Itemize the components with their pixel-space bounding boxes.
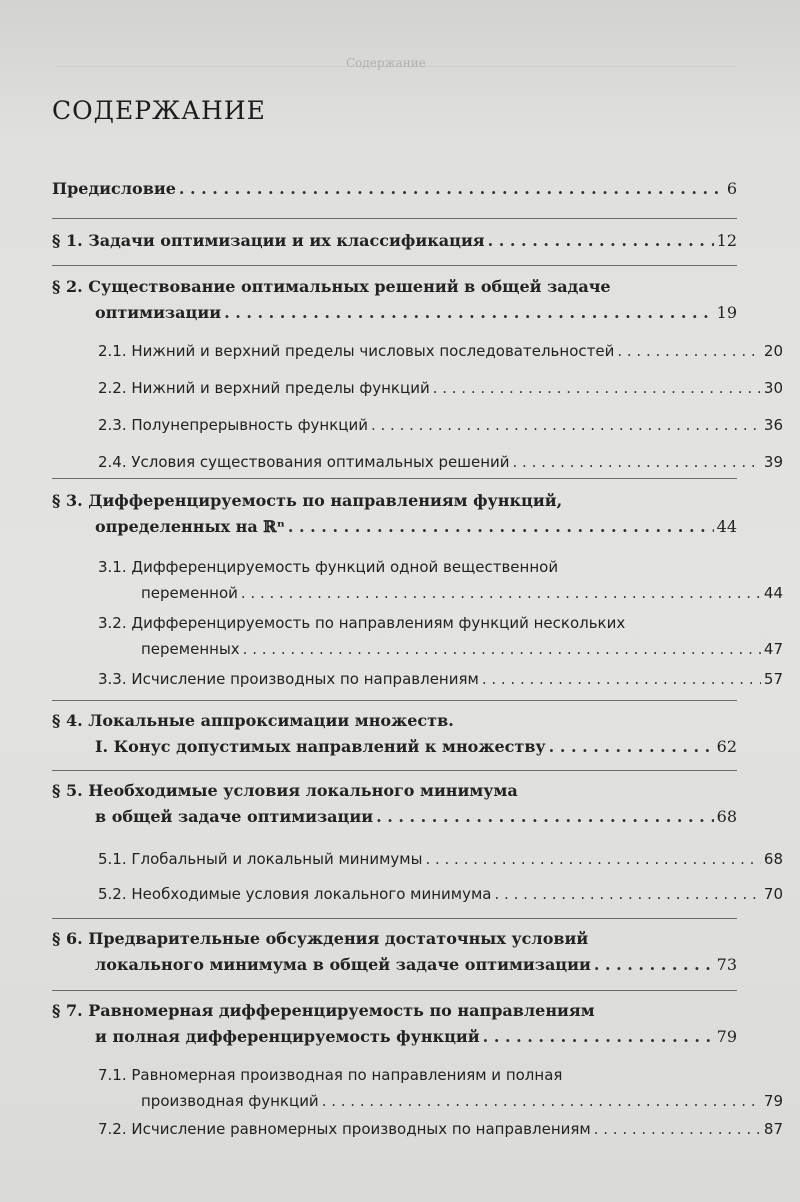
toc-page-number: 57 [763,670,783,688]
toc-entry-label-line2: и полная дифференцируемость функций [95,1027,480,1046]
leader-dots [376,804,714,830]
leader-dots [594,952,714,978]
toc-entry-section-1[interactable] [52,228,737,254]
toc-entry-label: 2.3. Полунепрерывность функций [98,416,368,434]
leader-dots [243,636,761,662]
section-divider [52,700,737,701]
toc-entry-label: Предисловие [52,179,176,198]
toc-entry-section-3[interactable] [52,488,737,540]
toc-page-number: 44 [763,584,783,602]
leader-dots [495,881,761,907]
toc-page-number: 73 [716,955,737,974]
running-head [56,52,736,70]
toc-entry-label-line2: в общей задаче оптимизации [95,807,374,826]
toc-subentry[interactable] [98,449,783,475]
toc-entry-label-line2: производная функций [141,1092,319,1110]
toc-entry-label: § 1. Задачи оптимизации и их классификация [52,231,485,250]
leader-dots [433,375,761,401]
toc-page-number: 79 [763,1092,783,1110]
toc-entry-label: 5.2. Необходимые условия локального минимума [98,885,492,903]
running-head-text: Содержание [346,56,426,70]
toc-entry-label-line2: переменных [141,640,240,658]
toc-entry-label: 7.2. Исчисление равномерных производных по направлениям [98,1120,591,1138]
toc-page-number: 6 [726,179,737,198]
leader-dots [288,514,714,540]
toc-entry-label-line2: оптимизации [95,303,222,322]
toc-entry-label-line1: § 7. Равномерная дифференцируемость по направлениям [52,1001,595,1020]
leader-dots [513,449,761,475]
toc-subentry[interactable] [98,554,783,606]
toc-subentry[interactable] [98,1116,783,1142]
toc-entry-label-line1: § 3. Дифференцируемость по направлениям функций, [52,491,563,510]
toc-page-number: 87 [763,1120,783,1138]
leader-dots [322,1088,761,1114]
leader-dots [594,1116,761,1142]
toc-page-number: 12 [716,231,737,250]
toc-page-number: 44 [716,517,737,536]
toc-page-number: 19 [716,303,737,322]
toc-entry-section-4[interactable] [52,708,737,760]
leader-dots [371,412,761,438]
page-title: СОДЕРЖАНИЕ [52,96,266,125]
leader-dots [617,338,761,364]
toc-entry-label: 5.1. Глобальный и локальный минимумы [98,850,423,868]
toc-entry-preface[interactable] [52,176,737,202]
toc-page-number: 68 [716,807,737,826]
leader-dots [488,228,714,254]
section-divider [52,918,737,919]
leader-dots [483,1024,714,1050]
toc-page-number: 79 [716,1027,737,1046]
leader-dots [224,300,714,326]
toc-entry-label-line1: 7.1. Равномерная производная по направлениям и полная [98,1066,563,1084]
toc-entry-label-line1: 3.2. Дифференцируемость по направлениям функций нескольких [98,614,626,632]
toc-entry-label-line2: I. Конус допустимых направлений к множеству [95,737,546,756]
toc-page-number: 70 [763,885,783,903]
toc-page-number: 20 [763,342,783,360]
section-5-subentries [52,846,783,907]
toc-entry-label-line1: § 4. Локальные аппроксимации множеств. [52,711,454,730]
leader-dots [549,734,714,760]
section-divider [52,770,737,771]
toc-entry-label: 3.3. Исчисление производных по направлениям [98,670,479,688]
toc-subentry[interactable] [98,1062,783,1114]
leader-dots [179,176,724,202]
section-3-subentries [52,554,783,692]
toc-page-number: 39 [763,453,783,471]
toc-entry-section-6[interactable] [52,926,737,978]
toc-entry-section-5[interactable] [52,778,737,830]
toc-subentry[interactable] [98,846,783,872]
toc-subentry[interactable] [98,610,783,662]
section-divider [52,218,737,219]
toc-entry-label: 2.1. Нижний и верхний пределы числовых последовательностей [98,342,615,360]
leader-dots [482,666,761,692]
toc-entry-label-line2: определенных на ℝⁿ [95,517,285,536]
toc-entry-section-2[interactable] [52,274,737,326]
toc-page-number: 68 [763,850,783,868]
leader-dots [241,580,761,606]
toc-subentry[interactable] [98,412,783,438]
toc-entry-section-7[interactable] [52,998,737,1050]
toc-page-number: 30 [763,379,783,397]
toc-subentry[interactable] [98,881,783,907]
toc-entry-label-line1: § 6. Предварительные обсуждения достаточных условий [52,929,589,948]
section-divider [52,265,737,266]
section-2-subentries [52,338,783,475]
toc-page-number: 36 [763,416,783,434]
toc-entry-label: 2.2. Нижний и верхний пределы функций [98,379,430,397]
toc-entry-label-line1: § 5. Необходимые условия локального минимума [52,781,518,800]
toc-subentry[interactable] [98,666,783,692]
toc-entry-label-line1: § 2. Существование оптимальных решений в общей задаче [52,277,611,296]
toc-entry-label-line1: 3.1. Дифференцируемость функций одной вещественной [98,558,559,576]
toc-page-number: 62 [716,737,737,756]
section-divider [52,990,737,991]
toc-entry-label-line2: переменной [141,584,238,602]
toc-subentry[interactable] [98,338,783,364]
toc-entry-label: 2.4. Условия существования оптимальных решений [98,453,510,471]
toc-page-number: 47 [763,640,783,658]
toc-entry-label-line2: локального минимума в общей задаче оптимизации [95,955,591,974]
leader-dots [425,846,760,872]
toc-subentry[interactable] [98,375,783,401]
section-7-subentries [52,1062,783,1142]
section-divider [52,478,737,479]
